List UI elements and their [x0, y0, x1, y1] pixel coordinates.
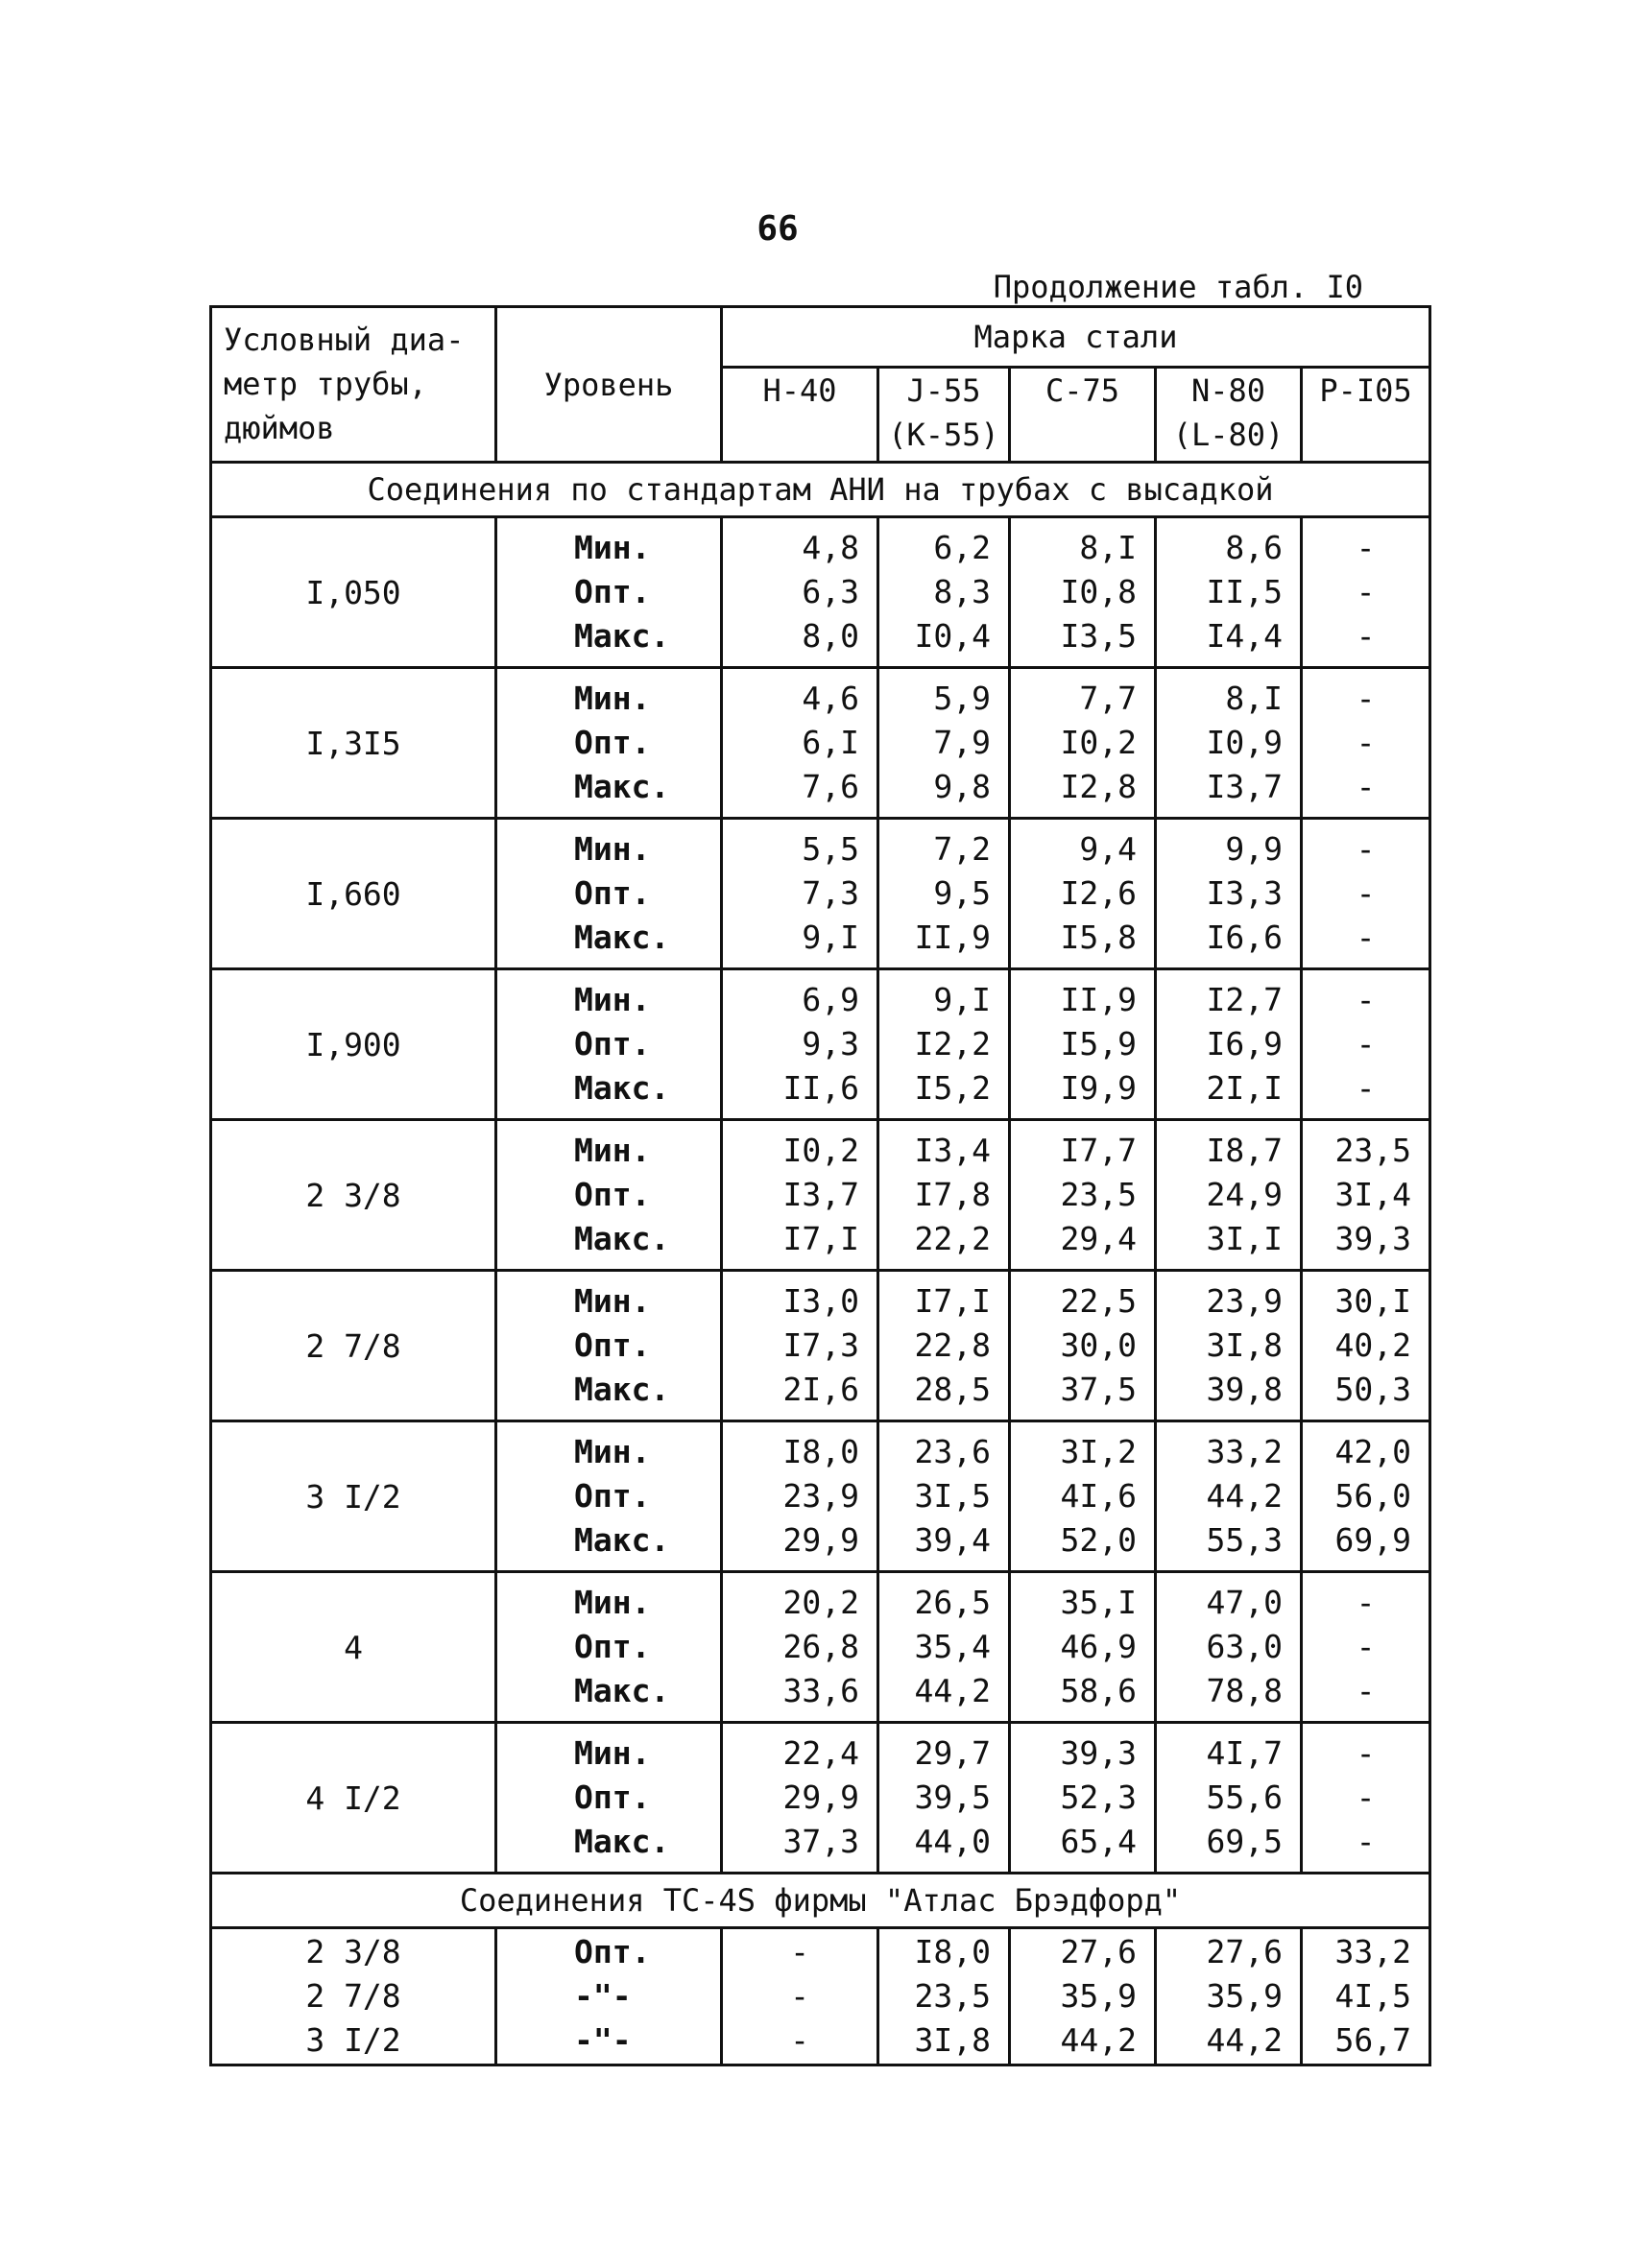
value-cell-value: 22,8 [914, 1326, 991, 1364]
level-cell-value: Мин. [574, 1282, 651, 1320]
value-cell [878, 1928, 1010, 2065]
value-cell-value: II,5 [1206, 573, 1283, 610]
diameter-cell: 3 I/2 [211, 1421, 496, 1572]
diameter-cell: I,050 [211, 517, 496, 668]
diameter-cell: I,3I5 [211, 668, 496, 819]
value-cell-value: 9,I [933, 981, 991, 1018]
table-row [211, 517, 1430, 668]
value-cell-value: 9,9 [1225, 830, 1283, 868]
value-cell-value: 22,4 [782, 1734, 859, 1772]
level-cell [496, 819, 722, 969]
value-cell-value: 30,I [1334, 1282, 1411, 1320]
value-cell-value: 29,4 [1060, 1220, 1137, 1257]
value-cell-value: I8,0 [914, 1933, 991, 1970]
value-cell-value: I4,4 [1206, 617, 1283, 655]
value-cell [1010, 819, 1156, 969]
value-cell [1302, 1572, 1430, 1723]
value-cell-value: I7,8 [914, 1176, 991, 1213]
value-cell-value: 37,5 [1060, 1371, 1137, 1408]
value-cell-value: 8,6 [1225, 529, 1283, 566]
header-grade [1302, 368, 1430, 463]
value-cell [1302, 1928, 1430, 2065]
value-cell-value: 35,9 [1060, 1977, 1137, 2015]
header-grade-label: N-80 [1190, 372, 1266, 409]
value-cell-value: - [1356, 1069, 1376, 1107]
value-cell [878, 1421, 1010, 1572]
value-cell-value: 23,9 [1206, 1282, 1283, 1320]
value-cell-value: 9,3 [802, 1025, 859, 1062]
header-diameter [211, 307, 496, 463]
value-cell-value: 23,6 [914, 1433, 991, 1470]
value-cell-value: I3,7 [782, 1176, 859, 1213]
value-cell-value: 4I,6 [1060, 1477, 1137, 1515]
level-cell-value: Макс. [574, 1823, 670, 1860]
value-cell-value: 39,4 [914, 1521, 991, 1559]
value-cell-value: - [1356, 874, 1376, 912]
section-row [211, 463, 1430, 517]
value-cell [1156, 668, 1302, 819]
header-grade-label: С-75 [1045, 372, 1120, 409]
value-cell-value: I2,2 [914, 1025, 991, 1062]
value-cell [1010, 1120, 1156, 1271]
level-cell-value: -"- [574, 1977, 632, 2015]
value-cell-value: 2I,6 [782, 1371, 859, 1408]
value-cell-value: - [1356, 1779, 1376, 1816]
section-title: Соединения ТС-4S фирмы "Атлас Брэдфорд" [211, 1874, 1430, 1928]
value-cell-value: I0,8 [1060, 573, 1137, 610]
level-cell [496, 969, 722, 1120]
header-steel-grade: Марка стали [722, 307, 1430, 368]
value-cell [1302, 819, 1430, 969]
table-row [211, 819, 1430, 969]
level-cell [496, 1572, 722, 1723]
header-grade-label: (К-55) [888, 417, 999, 453]
value-cell-value: - [1356, 1628, 1376, 1665]
value-cell-value: I3,3 [1206, 874, 1283, 912]
value-cell [1010, 969, 1156, 1120]
value-cell [722, 1120, 878, 1271]
value-cell-value: I5,2 [914, 1069, 991, 1107]
value-cell-value: 7,7 [1079, 680, 1137, 717]
level-cell [496, 1723, 722, 1874]
table-row [211, 668, 1430, 819]
diameter-cell-value: 2 7/8 [305, 1977, 401, 2015]
value-cell-value: 44,2 [1206, 1477, 1283, 1515]
header-grade-label: (L-80) [1172, 417, 1285, 453]
header-grade-label: J-55 [906, 372, 981, 409]
value-cell-value: - [1356, 768, 1376, 805]
diameter-cell-value: 2 3/8 [305, 1933, 401, 1970]
value-cell [1302, 1421, 1430, 1572]
value-cell-value: 4,6 [802, 680, 859, 717]
value-cell-value: 35,4 [914, 1628, 991, 1665]
value-cell-value: 47,0 [1206, 1584, 1283, 1621]
level-cell-value: Опт. [574, 1779, 651, 1816]
header-diameter-line: метр трубы, [224, 366, 427, 402]
value-cell-value: II,9 [1060, 981, 1137, 1018]
header-grade-label: Н-40 [762, 372, 837, 409]
value-cell-value: I0,9 [1206, 724, 1283, 761]
diameter-cell: 4 [211, 1572, 496, 1723]
value-cell-value: 44,2 [1206, 2021, 1283, 2059]
level-cell [496, 1271, 722, 1421]
value-cell-value: 55,3 [1206, 1521, 1283, 1559]
value-cell-value: 9,8 [933, 768, 991, 805]
value-cell-value: 7,6 [802, 768, 859, 805]
level-cell-value: Мин. [574, 830, 651, 868]
value-cell [1302, 1120, 1430, 1271]
value-cell-value: 9,4 [1079, 830, 1137, 868]
value-cell-value: 65,4 [1060, 1823, 1137, 1860]
value-cell-value: 35,9 [1206, 1977, 1283, 2015]
value-cell-value: 8,I [1079, 529, 1137, 566]
value-cell-value: - [1356, 529, 1376, 566]
value-cell [878, 819, 1010, 969]
value-cell-value: I6,6 [1206, 919, 1283, 956]
value-cell-value: 22,2 [914, 1220, 991, 1257]
value-cell-value: I3,5 [1060, 617, 1137, 655]
value-cell-value: 26,8 [782, 1628, 859, 1665]
value-cell-value: 6,2 [933, 529, 991, 566]
diameter-cell: 2 7/8 [211, 1271, 496, 1421]
value-cell-value: 8,0 [802, 617, 859, 655]
level-cell-value: Мин. [574, 1584, 651, 1621]
level-cell-value: Макс. [574, 1672, 670, 1709]
header-grade [1010, 368, 1156, 463]
table-caption: Продолжение табл. I0 [993, 269, 1363, 305]
value-cell [722, 819, 878, 969]
value-cell-value: I9,9 [1060, 1069, 1137, 1107]
value-cell-value: 6,9 [802, 981, 859, 1018]
value-cell-value: I3,0 [782, 1282, 859, 1320]
value-cell-value: 7,2 [933, 830, 991, 868]
value-cell [1156, 819, 1302, 969]
value-cell-value: I0,4 [914, 617, 991, 655]
level-cell-value: -"- [574, 2021, 632, 2059]
value-cell-value: 5,5 [802, 830, 859, 868]
table-row [211, 1271, 1430, 1421]
value-cell-value: 33,2 [1206, 1433, 1283, 1470]
value-cell-value: 6,3 [802, 573, 859, 610]
value-cell [1010, 1723, 1156, 1874]
value-cell-value: I7,3 [782, 1326, 859, 1364]
value-cell-value: - [1356, 1584, 1376, 1621]
value-cell-value: 56,7 [1334, 2021, 1411, 2059]
value-cell-value: 39,3 [1060, 1734, 1137, 1772]
value-cell-value: 78,8 [1206, 1672, 1283, 1709]
value-cell-value: I7,7 [1060, 1132, 1137, 1169]
value-cell-value: - [790, 2021, 809, 2059]
value-cell [878, 1572, 1010, 1723]
value-cell [1156, 1421, 1302, 1572]
value-cell-value: 44,2 [914, 1672, 991, 1709]
value-cell-value: 23,5 [914, 1977, 991, 2015]
value-cell-value: 27,6 [1206, 1933, 1283, 1970]
value-cell [1156, 517, 1302, 668]
value-cell-value: 30,0 [1060, 1326, 1137, 1364]
value-cell [1156, 969, 1302, 1120]
level-cell-value: Опт. [574, 1326, 651, 1364]
diameter-cell [211, 1928, 496, 2065]
header-grade [722, 368, 878, 463]
value-cell-value: - [1356, 724, 1376, 761]
value-cell-value: 39,3 [1334, 1220, 1411, 1257]
header-level: Уровень [496, 307, 722, 463]
level-cell-value: Опт. [574, 1933, 651, 1970]
value-cell-value: 28,5 [914, 1371, 991, 1408]
value-cell-value: 46,9 [1060, 1628, 1137, 1665]
value-cell-value: 7,3 [802, 874, 859, 912]
value-cell [1302, 1271, 1430, 1421]
value-cell [1156, 1928, 1302, 2065]
value-cell-value: 33,2 [1334, 1933, 1411, 1970]
value-cell [1010, 1928, 1156, 2065]
value-cell-value: 40,2 [1334, 1326, 1411, 1364]
value-cell-value: 3I,8 [914, 2021, 991, 2059]
value-cell-value: 39,5 [914, 1779, 991, 1816]
level-cell [496, 1421, 722, 1572]
value-cell-value: 56,0 [1334, 1477, 1411, 1515]
value-cell-value: 29,7 [914, 1734, 991, 1772]
level-cell-value: Мин. [574, 1132, 651, 1169]
value-cell-value: - [1356, 1025, 1376, 1062]
value-cell-value: 3I,I [1206, 1220, 1283, 1257]
value-cell-value: I8,7 [1206, 1132, 1283, 1169]
value-cell [722, 1572, 878, 1723]
value-cell [722, 1421, 878, 1572]
level-cell-value: Опт. [574, 724, 651, 761]
value-cell-value: 35,I [1060, 1584, 1137, 1621]
section-title: Соединения по стандартам АНИ на трубах с высадкой [211, 463, 1430, 517]
value-cell [722, 1723, 878, 1874]
value-cell [722, 1928, 878, 2065]
value-cell-value: I8,0 [782, 1433, 859, 1470]
value-cell-value: 37,3 [782, 1823, 859, 1860]
value-cell-value: 58,6 [1060, 1672, 1137, 1709]
level-cell-value: Опт. [574, 1477, 651, 1515]
value-cell [1010, 668, 1156, 819]
value-cell-value: 69,5 [1206, 1823, 1283, 1860]
value-cell-value: 20,2 [782, 1584, 859, 1621]
diameter-cell: 4 I/2 [211, 1723, 496, 1874]
value-cell-value: 44,0 [914, 1823, 991, 1860]
value-cell [1010, 517, 1156, 668]
value-cell [722, 668, 878, 819]
value-cell-value: I2,7 [1206, 981, 1283, 1018]
value-cell-value: 9,5 [933, 874, 991, 912]
value-cell-value: 23,5 [1060, 1176, 1137, 1213]
diameter-cell-value: 3 I/2 [305, 2021, 401, 2059]
value-cell-value: 24,9 [1206, 1176, 1283, 1213]
value-cell-value: I5,8 [1060, 919, 1137, 956]
value-cell-value: - [1356, 1672, 1376, 1709]
value-cell [722, 969, 878, 1120]
table-row [211, 969, 1430, 1120]
value-cell-value: 26,5 [914, 1584, 991, 1621]
value-cell-value: - [1356, 981, 1376, 1018]
header-grade-label: Р-I05 [1319, 372, 1412, 409]
level-cell-value: Опт. [574, 573, 651, 610]
level-cell [496, 517, 722, 668]
value-cell-value: 50,3 [1334, 1371, 1411, 1408]
value-cell [1302, 969, 1430, 1120]
value-cell-value: I7,I [782, 1220, 859, 1257]
diameter-cell: 2 3/8 [211, 1120, 496, 1271]
value-cell-value: 3I,5 [914, 1477, 991, 1515]
value-cell-value: - [1356, 1823, 1376, 1860]
level-cell-value: Макс. [574, 768, 670, 805]
value-cell-value: - [1356, 1734, 1376, 1772]
value-cell-value: 6,I [802, 724, 859, 761]
value-cell [722, 1271, 878, 1421]
value-cell-value: - [1356, 617, 1376, 655]
value-cell-value: 2I,I [1206, 1069, 1283, 1107]
value-cell [1302, 517, 1430, 668]
level-cell-value: Мин. [574, 1433, 651, 1470]
value-cell [1010, 1421, 1156, 1572]
diameter-cell: I,660 [211, 819, 496, 969]
level-cell-value: Макс. [574, 1521, 670, 1559]
table-row [211, 1928, 1430, 2065]
value-cell-value: - [1356, 830, 1376, 868]
value-cell-value: 69,9 [1334, 1521, 1411, 1559]
value-cell-value: 23,5 [1334, 1132, 1411, 1169]
level-cell-value: Макс. [574, 1371, 670, 1408]
value-cell-value: 42,0 [1334, 1433, 1411, 1470]
value-cell-value: 52,0 [1060, 1521, 1137, 1559]
value-cell-value: I0,2 [1060, 724, 1137, 761]
steel-grade-table [209, 305, 1431, 2066]
level-cell-value: Опт. [574, 1176, 651, 1213]
header-grade [878, 368, 1010, 463]
value-cell-value: II,6 [782, 1069, 859, 1107]
value-cell-value: 4I,7 [1206, 1734, 1283, 1772]
value-cell-value: 27,6 [1060, 1933, 1137, 1970]
value-cell-value: 3I,2 [1060, 1433, 1137, 1470]
value-cell-value: I2,8 [1060, 768, 1137, 805]
value-cell-value: 7,9 [933, 724, 991, 761]
value-cell-value: - [1356, 573, 1376, 610]
level-cell [496, 1928, 722, 2065]
value-cell [1010, 1572, 1156, 1723]
diameter-cell: I,900 [211, 969, 496, 1120]
value-cell-value: 3I,8 [1206, 1326, 1283, 1364]
level-cell-value: Опт. [574, 1025, 651, 1062]
section-row [211, 1874, 1430, 1928]
level-cell-value: Макс. [574, 1220, 670, 1257]
level-cell-value: Опт. [574, 874, 651, 912]
value-cell-value: 63,0 [1206, 1628, 1283, 1665]
level-cell-value: Мин. [574, 680, 651, 717]
value-cell-value: I3,4 [914, 1132, 991, 1169]
value-cell-value: 8,3 [933, 573, 991, 610]
value-cell-value: 22,5 [1060, 1282, 1137, 1320]
value-cell-value: 4,8 [802, 529, 859, 566]
value-cell-value: 9,I [802, 919, 859, 956]
value-cell-value: I0,2 [782, 1132, 859, 1169]
value-cell [1302, 1723, 1430, 1874]
level-cell-value: Макс. [574, 617, 670, 655]
page-number: 66 [756, 209, 799, 249]
table-row [211, 1572, 1430, 1723]
value-cell [878, 517, 1010, 668]
value-cell [1156, 1723, 1302, 1874]
value-cell-value: 55,6 [1206, 1779, 1283, 1816]
header-diameter-line: Условный диа- [224, 322, 465, 358]
value-cell [722, 517, 878, 668]
value-cell-value: 29,9 [782, 1521, 859, 1559]
value-cell-value: 4I,5 [1334, 1977, 1411, 2015]
value-cell-value: 33,6 [782, 1672, 859, 1709]
table-header [211, 307, 1430, 463]
value-cell [1010, 1271, 1156, 1421]
value-cell-value: I2,6 [1060, 874, 1137, 912]
header-grade [1156, 368, 1302, 463]
value-cell [1302, 668, 1430, 819]
value-cell [878, 668, 1010, 819]
value-cell-value: - [1356, 919, 1376, 956]
value-cell-value: 5,9 [933, 680, 991, 717]
value-cell-value: - [1356, 680, 1376, 717]
value-cell-value: - [790, 1977, 809, 2015]
level-cell-value: Мин. [574, 981, 651, 1018]
value-cell [1156, 1271, 1302, 1421]
value-cell-value: I3,7 [1206, 768, 1283, 805]
value-cell-value: I7,I [914, 1282, 991, 1320]
value-cell [1156, 1572, 1302, 1723]
value-cell-value: 3I,4 [1334, 1176, 1411, 1213]
value-cell-value: I6,9 [1206, 1025, 1283, 1062]
value-cell [878, 969, 1010, 1120]
table-row [211, 1120, 1430, 1271]
level-cell [496, 668, 722, 819]
level-cell-value: Макс. [574, 919, 670, 956]
value-cell [878, 1120, 1010, 1271]
level-cell-value: Опт. [574, 1628, 651, 1665]
value-cell-value: - [790, 1933, 809, 1970]
table-body [211, 463, 1430, 2065]
value-cell [1156, 1120, 1302, 1271]
level-cell-value: Мин. [574, 1734, 651, 1772]
header-diameter-line: дюймов [224, 410, 335, 446]
value-cell-value: 23,9 [782, 1477, 859, 1515]
value-cell-value: 52,3 [1060, 1779, 1137, 1816]
table-row [211, 1723, 1430, 1874]
table-row [211, 1421, 1430, 1572]
level-cell-value: Мин. [574, 529, 651, 566]
value-cell-value: I5,9 [1060, 1025, 1137, 1062]
value-cell-value: 39,8 [1206, 1371, 1283, 1408]
value-cell [878, 1723, 1010, 1874]
value-cell-value: 29,9 [782, 1779, 859, 1816]
level-cell-value: Макс. [574, 1069, 670, 1107]
level-cell [496, 1120, 722, 1271]
value-cell-value: 44,2 [1060, 2021, 1137, 2059]
value-cell-value: II,9 [914, 919, 991, 956]
value-cell-value: 8,I [1225, 680, 1283, 717]
value-cell [878, 1271, 1010, 1421]
